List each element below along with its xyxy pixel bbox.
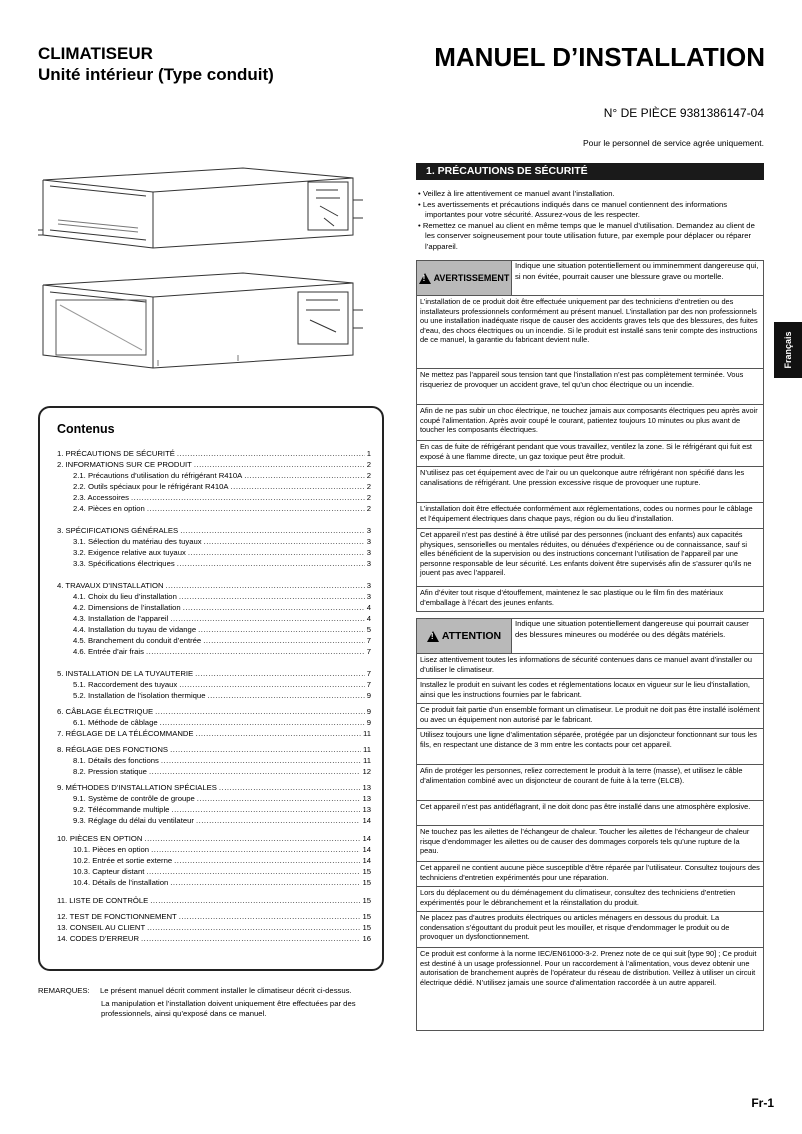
toc-entry-title: 3.2. Exigence relative aux tuyaux <box>73 548 186 557</box>
toc-entry-title: 8.2. Pression statique <box>73 767 147 776</box>
warning-description: Indique une situation potentiellement ou imminemment dangereuse qui, si non évitée, pourrait causer une blessure grave ou mortelle. <box>515 261 759 281</box>
toc-leader-dots <box>155 706 365 717</box>
toc-entry-title: 2. INFORMATIONS SUR CE PRODUIT <box>57 460 192 469</box>
toc-entry <box>73 844 371 855</box>
toc-leader-dots <box>171 804 360 815</box>
contents-title: Contenus <box>57 422 115 436</box>
toc-entry <box>73 877 371 888</box>
toc-leader-dots <box>147 503 365 514</box>
toc-entry <box>57 895 371 906</box>
part-number: N° DE PIÈCE 9381386147-04 <box>603 106 764 120</box>
toc-page-number: 13 <box>362 783 371 792</box>
toc-leader-dots <box>177 448 365 459</box>
warning-triangle-icon <box>419 273 431 284</box>
caution-item: Cet appareil n’est pas antidéflagrant, il ne doit donc pas être installé dans une atmosphère explosive. <box>417 801 763 826</box>
toc-page-number: 7 <box>366 636 371 645</box>
toc-entry-title: 9. MÉTHODES D’INSTALLATION SPÉCIALES <box>57 783 217 792</box>
caution-item: Ce produit est conforme à la norme IEC/EN61000-3-2. Prenez note de ce qui suit [type 90] ; Ce produit est destiné à un usage professionnel. Pour un raccordement à l’alimentation, vous devez obtenir une autorisation de branchement auprès de l’opérateur du réseau de distribution. Veillez à utiliser un circuit électrique dédié. N’utilisez jamais une source d’alimentation raccordée à un autre appareil. <box>420 949 757 987</box>
toc-entry <box>57 668 371 679</box>
toc-entry <box>57 706 371 717</box>
safety-bullets <box>416 189 766 253</box>
warning-label <box>417 261 512 295</box>
toc-leader-dots <box>204 536 365 547</box>
safety-bullet: • Veillez à lire attentivement ce manuel avant l’installation. <box>418 189 615 198</box>
toc-entry-title: 3. SPÉCIFICATIONS GÉNÉRALES <box>57 526 179 535</box>
toc-page-number: 2 <box>366 471 371 480</box>
toc-entry-title: 11. LISTE DE CONTRÔLE <box>57 896 149 905</box>
caution-item: Installez le produit en suivant les codes et réglementations locaux en vigueur sur le lieu d’installation, ainsi que les instructions fournies par le fabricant. <box>417 679 763 704</box>
unit-illustration <box>38 160 368 375</box>
toc-page-number: 3 <box>366 581 371 590</box>
toc-entry <box>57 833 371 844</box>
toc-entry <box>57 782 371 793</box>
toc-page-number: 9 <box>366 691 371 700</box>
toc-entry <box>73 679 371 690</box>
caution-item: Lisez attentivement toutes les informations de sécurité contenues dans ce manuel avant d’installer ou d’utiliser le climatiseur. <box>417 654 763 679</box>
toc-entry-title: 10.2. Entrée et sortie externe <box>73 856 173 865</box>
toc-leader-dots <box>231 481 365 492</box>
toc-entry-title: 10. PIÈCES EN OPTION <box>57 834 143 843</box>
toc-leader-dots <box>160 717 365 728</box>
toc-entry <box>73 646 371 657</box>
toc-page-number: 12 <box>362 767 371 776</box>
toc-leader-dots <box>179 591 365 602</box>
toc-page-number: 11 <box>363 756 371 765</box>
caution-item: Cet appareil ne contient aucune pièce susceptible d’être réparée par l’utilisateur. Consultez toujours des techniciens d’entretien expérimentés pour une réparation. <box>417 862 763 887</box>
safety-bullet: • Remettez ce manuel au client en même temps que le manuel d’utilisation. Demandez au client de les conserver soigneusement pour toute utilisation future, par exemple pour déplacer ou réparer l’appareil. <box>418 220 755 251</box>
toc-page-number: 2 <box>366 460 371 469</box>
language-tab-label: Français <box>783 331 793 369</box>
toc-entry <box>73 815 371 826</box>
product-subtitle: Unité intérieur (Type conduit) <box>38 65 274 84</box>
toc-leader-dots <box>244 470 364 481</box>
toc-leader-dots <box>170 613 364 624</box>
toc-page-number: 15 <box>362 896 371 905</box>
contents-box <box>38 406 384 971</box>
remarks-line-1: Le présent manuel décrit comment installer le climatiseur décrit ci-dessus. <box>100 986 352 995</box>
toc-page-number: 3 <box>366 548 371 557</box>
bullet-text: Veillez à lire attentivement ce manuel avant l’installation. <box>422 189 615 198</box>
toc-entry-title: 9.3. Réglage du délai du ventilateur <box>73 816 194 825</box>
toc-entry-title: 10.1. Pièces en option <box>73 845 150 854</box>
toc-page-number: 7 <box>366 669 371 678</box>
toc-entry <box>73 690 371 701</box>
toc-entry <box>57 911 371 922</box>
toc-leader-dots <box>174 855 360 866</box>
toc-entry-title: 6.1. Méthode de câblage <box>73 718 158 727</box>
warning-item: Cet appareil n’est pas destiné à être utilisé par des personnes (incluant des enfants) aux capacités physiques, sensorielles ou mentales réduites, ou dénuées d’expérience ou de connaissance, sauf si elles bénéficient de la supervision ou des instructions concernant l’utilisation de l’appareil par une personne responsable de leur sécurité. Les enfants doivent être supervisés afin de s’assurer qu’ils ne jouent pas avec l’appareil. <box>417 529 763 587</box>
toc-leader-dots <box>131 492 365 503</box>
safety-bullet: • Les avertissements et précautions indiqués dans ce manuel contiennent des informations importantes pour votre sécurité. Assurez-vous de les respecter. <box>418 199 728 220</box>
toc-page-number: 3 <box>366 559 371 568</box>
toc-leader-dots <box>144 833 360 844</box>
toc-leader-dots <box>188 547 365 558</box>
toc-leader-dots <box>151 844 360 855</box>
toc-leader-dots <box>194 459 365 470</box>
toc-entry-title: 7. RÉGLAGE DE LA TÉLÉCOMMANDE <box>57 729 194 738</box>
toc-page-number: 13 <box>362 794 371 803</box>
caution-description: Indique une situation potentiellement dangereuse qui pourrait causer des blessures mineures ou modérée ou des dégâts matériels. <box>515 619 749 639</box>
toc-page-number: 15 <box>362 912 371 921</box>
toc-entry-title: 8.1. Détails des fonctions <box>73 756 159 765</box>
toc-entry-title: 5.1. Raccordement des tuyaux <box>73 680 178 689</box>
caution-triangle-icon <box>427 631 439 642</box>
toc-entry-title: 14. CODES D’ERREUR <box>57 934 140 943</box>
toc-page-number: 2 <box>366 482 371 491</box>
toc-entry-title: 4.5. Branchement du conduit d’entrée <box>73 636 202 645</box>
toc-entry-title: 4. TRAVAUX D’INSTALLATION <box>57 581 164 590</box>
service-note: Pour le personnel de service agrée uniquement. <box>583 138 764 148</box>
toc-entry-title: 9.2. Télécommande multiple <box>73 805 170 814</box>
toc-leader-dots <box>180 525 365 536</box>
caution-table <box>416 618 764 1031</box>
caution-item: Ne placez pas d’autres produits électriques ou articles ménagers en dessous du produit. La condensation s’égouttant du produit peut les mouiller, et risque d’endommager le produit ou de provoquer un dysfonctionnement. <box>417 912 763 948</box>
toc-entry <box>73 547 371 558</box>
toc-page-number: 13 <box>362 805 371 814</box>
toc-entry-title: 5. INSTALLATION DE LA TUYAUTERIE <box>57 669 194 678</box>
caution-item: Ne touchez pas les ailettes de l’échangeur de chaleur. Toucher les ailettes de l’échangeur de chaleur risque d’endommager les ailettes ou de causer des dommages corporels tels qu’une rupture de la peau. <box>417 826 763 862</box>
section-heading-safety: 1. PRÉCAUTIONS DE SÉCURITÉ <box>416 163 764 180</box>
toc-page-number: 5 <box>366 625 371 634</box>
remarks-line-2: La manipulation et l’installation doivent uniquement être effectuées par des professionnels, ainsi qu’exposé dans ce manuel. <box>101 999 356 1018</box>
toc-entry-title: 2.1. Précautions d’utilisation du réfrigérant R410A <box>73 471 243 480</box>
toc-entry-title: 2.2. Outils spéciaux pour le réfrigérant R410A <box>73 482 229 491</box>
toc-entry <box>57 933 371 944</box>
toc-page-number: 1 <box>366 449 371 458</box>
caution-label-text: ATTENTION <box>441 630 502 642</box>
toc-entry-title: 3.3. Spécifications électriques <box>73 559 175 568</box>
toc-page-number: 9 <box>366 718 371 727</box>
toc-page-number: 15 <box>362 867 371 876</box>
toc-entry <box>57 459 371 470</box>
remarks-label: REMARQUES: <box>38 986 90 995</box>
toc-page-number: 14 <box>362 834 371 843</box>
toc-leader-dots <box>196 728 361 739</box>
toc-page-number: 14 <box>362 856 371 865</box>
toc-entry-title: 6. CÂBLAGE ÉLECTRIQUE <box>57 707 154 716</box>
toc-entry <box>73 624 371 635</box>
toc-page-number: 16 <box>362 934 371 943</box>
toc-page-number: 7 <box>366 647 371 656</box>
toc-leader-dots <box>146 866 360 877</box>
toc-leader-dots <box>147 922 360 933</box>
toc-entry <box>73 558 371 569</box>
toc-entry-title: 5.2. Installation de l’isolation thermique <box>73 691 206 700</box>
toc-page-number: 4 <box>366 614 371 623</box>
warning-item: L’installation de ce produit doit être effectuée uniquement par des techniciens d’entretien ou des installateurs professionnels conformément au présent manuel. L’installation par des non professionnels ou une installation inadéquate risque de causer des accidents graves tels que des blessures, des fuites d’eau, des chocs électriques ou un incendie. Si le produit est installé sans tenir compte des instructions de ce manuel, la garantie du fabricant devient nulle. <box>417 296 763 369</box>
toc-entry-title: 3.1. Sélection du matériau des tuyaux <box>73 537 202 546</box>
warning-item: L’installation doit être effectuée conformément aux réglementations, codes ou normes pour le câblage et l’équipement électriques dans chaque pays, région ou du lieu d’installation. <box>417 503 763 529</box>
toc-entry-title: 8. RÉGLAGE DES FONCTIONS <box>57 745 169 754</box>
toc-page-number: 14 <box>362 816 371 825</box>
toc-entry <box>73 793 371 804</box>
toc-entry <box>73 470 371 481</box>
warning-table <box>416 260 764 612</box>
toc-page-number: 3 <box>366 537 371 546</box>
toc-entry <box>57 448 371 459</box>
toc-entry <box>57 728 371 739</box>
toc-leader-dots <box>203 635 365 646</box>
toc-page-number: 14 <box>362 845 371 854</box>
toc-entry-title: 13. CONSEIL AU CLIENT <box>57 923 146 932</box>
toc-entry <box>73 855 371 866</box>
toc-entry <box>57 922 371 933</box>
toc-page-number: 11 <box>363 745 371 754</box>
page-number: Fr-1 <box>751 1096 774 1110</box>
toc-entry <box>73 804 371 815</box>
bullet-text: Remettez ce manuel au client en même temps que le manuel d’utilisation. Demandez au client de les conserver soigneusement pour toute utilisation future, par exemple pour déplacer ou réparer l’appareil. <box>422 220 755 251</box>
toc-leader-dots <box>150 895 360 906</box>
toc-entry-title: 9.1. Système de contrôle de groupe <box>73 794 195 803</box>
toc-entry <box>73 492 371 503</box>
toc-entry-title: 2.4. Pièces en option <box>73 504 145 513</box>
toc-page-number: 4 <box>366 603 371 612</box>
duct-unit-bottom-drawing <box>43 273 363 368</box>
toc-leader-dots <box>219 782 361 793</box>
warning-label-text: AVERTISSEMENT <box>433 273 510 283</box>
toc-entry-title: 10.4. Détails de l’installation <box>73 878 169 887</box>
toc-entry-title: 4.2. Dimensions de l’installation <box>73 603 181 612</box>
toc-leader-dots <box>161 755 361 766</box>
toc-entry-title: 4.3. Installation de l’appareil <box>73 614 169 623</box>
caution-item: Afin de protéger les personnes, reliez correctement le produit à la terre (masse), et utilisez le câble d’alimentation combiné avec un disjoncteur de courant de fuite à la terre (ELCB). <box>417 765 763 801</box>
toc-leader-dots <box>195 668 365 679</box>
toc-page-number: 3 <box>366 592 371 601</box>
toc-leader-dots <box>196 815 360 826</box>
toc-page-number: 15 <box>362 923 371 932</box>
toc-leader-dots <box>166 580 365 591</box>
warning-item: N’utilisez pas cet équipement avec de l’air ou un quelconque autre réfrigérant non spécifié dans les canalisations de réfrigérant. Une pression excessive risque de provoquer une rupture. <box>417 467 763 503</box>
remarks-text <box>100 986 392 1022</box>
toc-leader-dots <box>170 744 361 755</box>
caution-label <box>417 619 512 653</box>
toc-leader-dots <box>177 558 365 569</box>
toc-entry <box>73 602 371 613</box>
toc-entry-title: 1. PRÉCAUTIONS DE SÉCURITÉ <box>57 449 175 458</box>
warning-item: Afin d’éviter tout risque d’étouffement, maintenez le sac plastique ou le film fin des matériaux d’emballage à l’écart des jeunes enfants. <box>420 588 724 607</box>
toc-leader-dots <box>183 602 365 613</box>
toc-page-number: 15 <box>362 878 371 887</box>
toc-entry-title: 10.3. Capteur distant <box>73 867 145 876</box>
toc-entry <box>73 591 371 602</box>
toc-entry <box>57 580 371 591</box>
toc-page-number: 9 <box>366 707 371 716</box>
caution-item: Utilisez toujours une ligne d’alimentation séparée, protégée par un disjoncteur fonctionnant sur tous les fils, en respectant une distance de 3 mm entre les contacts pour cet appareil. <box>417 729 763 765</box>
toc-leader-dots <box>179 679 364 690</box>
toc-leader-dots <box>141 933 360 944</box>
toc-leader-dots <box>179 911 361 922</box>
toc-entry <box>73 481 371 492</box>
warning-item: Ne mettez pas l’appareil sous tension tant que l’installation n’est pas complètement terminée. Vous risqueriez de provoquer un accident grave, tel qu’un choc électrique ou un incendie. <box>417 369 763 405</box>
duct-unit-top-drawing <box>38 168 363 248</box>
toc-entry <box>57 744 371 755</box>
toc-entry <box>73 503 371 514</box>
bullet-text: Les avertissements et précautions indiqués dans ce manuel contiennent des informations importantes pour votre sécurité. Assurez-vous de les respecter. <box>422 199 728 220</box>
manual-title: MANUEL D’INSTALLATION <box>434 42 765 72</box>
toc-page-number: 11 <box>363 729 371 738</box>
toc-leader-dots <box>198 624 365 635</box>
toc-entry <box>73 613 371 624</box>
toc-entry-title: 12. TEST DE FONCTIONNEMENT <box>57 912 177 921</box>
toc-entry <box>73 766 371 777</box>
toc-leader-dots <box>149 766 361 777</box>
toc-entry-title: 2.3. Accessoires <box>73 493 129 502</box>
caution-item: Lors du déplacement ou du déménagement du climatiseur, consultez des techniciens d’entretien expérimentés pour le débranchement et la réinstallation du produit. <box>417 887 763 912</box>
toc-entry-title: 4.1. Choix du lieu d’installation <box>73 592 177 601</box>
toc-page-number: 2 <box>366 493 371 502</box>
toc-leader-dots <box>197 793 361 804</box>
toc-entry <box>57 525 371 536</box>
toc-entry-title: 4.6. Entrée d’air frais <box>73 647 144 656</box>
toc-entry <box>73 717 371 728</box>
toc-leader-dots <box>170 877 360 888</box>
warning-item: Afin de ne pas subir un choc électrique, ne touchez jamais aux composants électriques peu après avoir coupé l’alimentation. Après avoir coupé le courant, patientez toujours 10 minutes ou plus avant de toucher les composants électriques. <box>417 405 763 441</box>
toc-page-number: 3 <box>366 526 371 535</box>
toc-entry-title: 4.4. Installation du tuyau de vidange <box>73 625 197 634</box>
product-title: CLIMATISEUR <box>38 44 153 63</box>
toc-entry <box>73 536 371 547</box>
warning-item: En cas de fuite de réfrigérant pendant que vous travaillez, ventilez la zone. Si le réfrigérant qui fuit est exposé à une flamme directe, un gaz toxique peut être produit. <box>417 441 763 467</box>
language-tab <box>774 322 802 378</box>
toc-entry <box>73 866 371 877</box>
toc-leader-dots <box>207 690 364 701</box>
toc-page-number: 2 <box>366 504 371 513</box>
toc-page-number: 7 <box>366 680 371 689</box>
toc-entry <box>73 755 371 766</box>
caution-item: Ce produit fait partie d’un ensemble formant un climatiseur. Le produit ne doit pas être installé isolément ou avec un équipement non autorisé par le fabricant. <box>417 704 763 729</box>
toc-leader-dots <box>146 646 365 657</box>
toc-entry <box>73 635 371 646</box>
